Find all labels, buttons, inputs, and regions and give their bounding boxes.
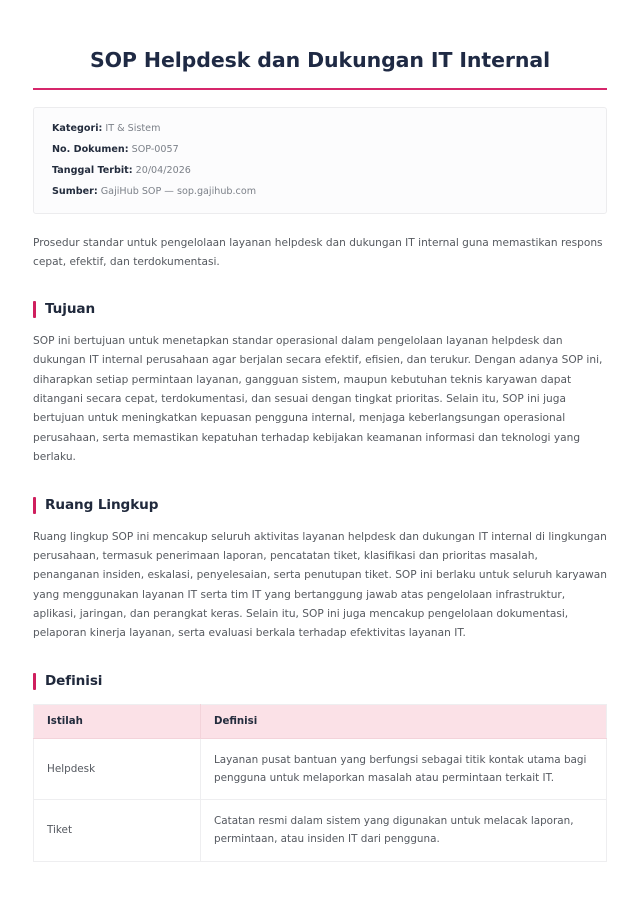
- meta-row-nomor-dokumen: [52, 142, 588, 158]
- table-header-row: [34, 704, 607, 738]
- cell-definition-helpdesk: Layanan pusat bantuan yang berfungsi sebagai titik kontak utama bagi pengguna untuk melaporkan masalah atau permintaan terkait IT.: [201, 738, 607, 799]
- column-header-definisi: Definisi: [201, 704, 607, 738]
- section-title-definisi: Definisi: [45, 673, 103, 690]
- meta-row-tanggal-terbit: [52, 163, 588, 179]
- section-heading-definisi: [33, 673, 607, 690]
- section-body-tujuan: SOP ini bertujuan untuk menetapkan standar operasional dalam pengelolaan layanan helpdesk dan dukungan IT internal perusahaan agar berjalan secara efektif, efisien, dan terukur. Dengan adanya SOP ini, diharapkan setiap permintaan layanan, gangguan sistem, maupun kebutuhan teknis karyawan dapat ditangani secara cepat, terdokumentasi, dan sesuai dengan tingkat prioritas. Selain itu, SOP ini juga bertujuan untuk meningkatkan kepuasan pengguna internal, menjaga keberlangsungan operasional perusahaan, serta memastikan kepatuhan terhadap kebijakan keamanan informasi dan teknologi yang berlaku.: [33, 334, 603, 464]
- section-heading-tujuan: [33, 301, 607, 318]
- meta-value-nomor-dokumen: SOP-0057: [131, 143, 179, 155]
- meta-row-kategori: [52, 121, 588, 137]
- meta-label-nomor-dokumen: No. Dokumen:: [52, 143, 129, 155]
- heading-accent-bar: [33, 673, 36, 690]
- page-title: SOP Helpdesk dan Dukungan IT Internal: [89, 48, 551, 72]
- column-header-istilah: Istilah: [34, 704, 201, 738]
- meta-label-sumber: Sumber:: [52, 185, 98, 197]
- section-body-ruang-lingkup: Ruang lingkup SOP ini mencakup seluruh aktivitas layanan helpdesk dan dukungan IT internal di lingkungan perusahaan, termasuk penerimaan laporan, pencatatan tiket, klasifikasi dan prioritas masalah, penanganan insiden, eskalasi, penyelesaian, serta penutupan tiket. SOP ini berlaku untuk seluruh karyawan yang menggunakan layanan IT serta tim IT yang bertanggung jawab atas pengelolaan infrastruktur, aplikasi, jaringan, dan perangkat keras. Selain itu, SOP ini juga mencakup pengelolaan dokumentasi, pelaporan kinerja layanan, serta evaluasi berkala terhadap efektivitas layanan IT.: [33, 530, 607, 640]
- cell-term-tiket: Tiket: [34, 800, 201, 861]
- section-title-tujuan: Tujuan: [45, 301, 96, 318]
- section-title-ruang-lingkup: Ruang Lingkup: [45, 497, 159, 514]
- meta-label-tanggal-terbit: Tanggal Terbit:: [52, 164, 133, 176]
- heading-accent-bar: [33, 497, 36, 514]
- meta-row-sumber: [52, 184, 588, 200]
- cell-term-helpdesk: Helpdesk: [34, 738, 201, 799]
- table-row: [34, 738, 607, 799]
- table-row: [34, 800, 607, 861]
- definition-table: [33, 704, 607, 862]
- title-divider: [33, 88, 607, 90]
- meta-value-tanggal-terbit: 20/04/2026: [135, 164, 191, 176]
- definition-table-body: [34, 738, 607, 861]
- heading-accent-bar: [33, 301, 36, 318]
- meta-value-kategori: IT & Sistem: [105, 122, 161, 134]
- meta-label-kategori: Kategori:: [52, 122, 103, 134]
- meta-value-sumber: GajiHub SOP — sop.gajihub.com: [100, 185, 257, 197]
- definition-table-header: [34, 704, 607, 738]
- document-summary: Prosedur standar untuk pengelolaan layanan helpdesk dan dukungan IT internal guna memastikan respons cepat, efektif, dan terdokumentasi.: [33, 237, 603, 269]
- document-metadata-box: [33, 107, 607, 215]
- section-heading-ruang-lingkup: [33, 497, 607, 514]
- cell-definition-tiket: Catatan resmi dalam sistem yang digunakan untuk melacak laporan, permintaan, atau insiden IT dari pengguna.: [214, 815, 574, 846]
